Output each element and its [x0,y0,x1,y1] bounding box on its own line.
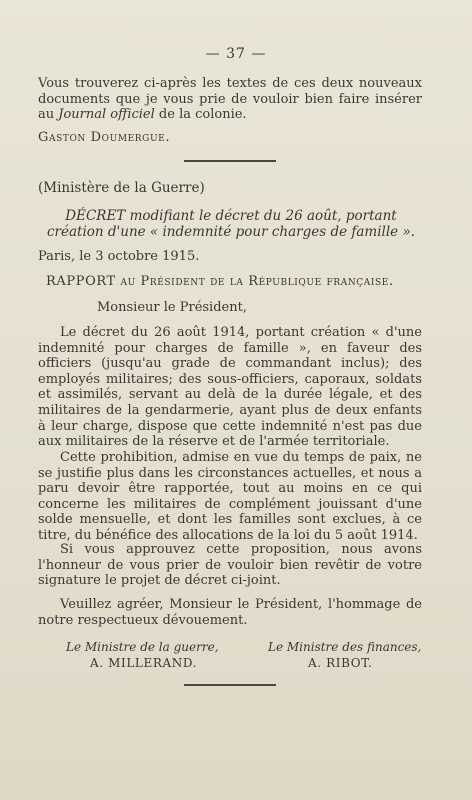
paragraph-4: Veuillez agréer, Monsieur le Président, l'hommage de notre respectueux dévouement. [38,597,422,628]
intro-paragraph [38,76,422,123]
right-signatory-name: A. RIBOT. [308,656,373,670]
page-number: — 37 — [205,46,267,62]
report-heading: RAPPORT au Président de la République française. [46,274,394,289]
divider-top [184,160,276,162]
paragraph-3: Si vous approuvez cette proposition, nous avons l'honneur de vous prier de vouloir bien revêtir de votre signature le projet de décret ci-joint. [38,542,422,589]
place-date: Paris, le 3 octobre 1915. [38,249,200,264]
left-signatory-title: Le Ministre de la guerre, [66,640,219,654]
paragraph-1: Le décret du 26 août 1914, portant création « d'une indemnité pour charges de famille », en faveur des officiers (jusqu'au grade de commandant inclus); des employés militaires; des sous-officiers, caporaux, soldats et assimilés, servant au delà de la durée légale, et des militaires de la gendarmerie, ayant plus de deux enfants à leur charge, dispose que cette indemnité n'est pas due aux militaires de la réserve et de l'armée territoriale. [38,325,422,450]
salutation: Monsieur le Président, [97,300,247,315]
signature-doumergue: Gaston Doumergue. [38,130,171,145]
paragraph-2: Cette prohibition, admise en vue du temps de paix, ne se justifie plus dans les circonstances actuelles, et nous a paru devoir être rapportée, tout au moins en ce qui concerne les militaires de complément jouissant d'une solde mensuelle, et dont les familles sont exclues, à ce titre, du bénéfice des allocations de la loi du 5 août 1914. [38,450,422,543]
journal-officiel: Journal officiel [58,107,155,123]
right-signatory-title: Le Ministre des finances, [268,640,422,654]
ministry-heading: (Ministère de la Guerre) [38,180,205,196]
decree-title: DÉCRET modifiant le décret du 26 août, portant création d'une « indemnité pour charges de famille ». [46,208,415,240]
divider-bottom [184,684,276,686]
intro-text-1: Vous trouverez ci-après les textes de ces deux nouveaux documents que je vous prie de vouloir bien faire insérer au [38,76,422,123]
intro-text-2: de la colonie. [154,107,247,123]
left-signatory-name: A. MILLERAND. [90,656,198,670]
